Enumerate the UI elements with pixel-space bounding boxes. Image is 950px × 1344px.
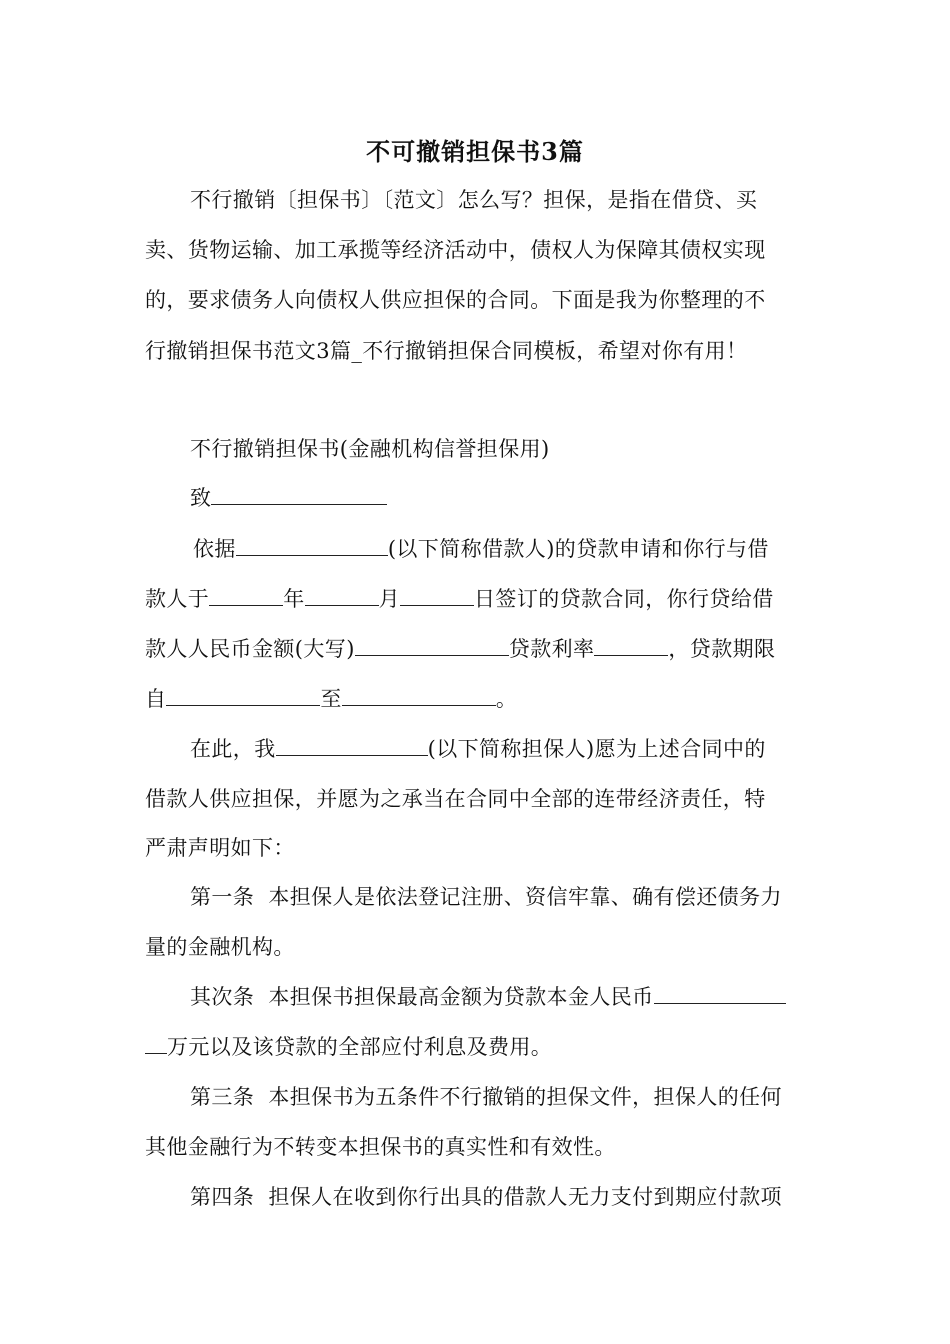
- addressee-blank: [211, 482, 387, 505]
- rate-blank: [594, 633, 668, 656]
- month-blank: [305, 583, 379, 606]
- p1-l4-text-b: 至: [320, 687, 342, 711]
- article-2-line-1: [190, 979, 815, 1015]
- article-4-line-1: 第四条 担保人在收到你行出具的借款人无力支付到期应付款项: [190, 1185, 782, 1209]
- guarantee-subtitle: 不行撤销担保书(金融机构信誉担保用): [190, 437, 550, 461]
- art2-l1-text: 其次条 本担保书担保最高金额为贷款本金人民币: [190, 985, 654, 1009]
- borrower-blank: [236, 533, 388, 556]
- intro-line-2: 卖、货物运输、加工承揽等经济活动中，债权人为保障其债权实现: [145, 238, 766, 262]
- max-amount-blank: [654, 981, 786, 1004]
- p1-l2-text-a: 款人于: [145, 587, 210, 611]
- article-1-line-1: 第一条 本担保人是依法登记注册、资信牢靠、确有偿还债务力: [190, 885, 782, 909]
- intro-line-3: 的，要求债务人向债权人供应担保的合同。下面是我为你整理的不: [145, 288, 766, 312]
- p1-l2-text-c: 月: [378, 587, 401, 611]
- p1-l1-text-b: (以下简称借款人)的贷款申请和你行与借: [387, 537, 769, 561]
- p1-l4-text-a: 自: [145, 687, 167, 711]
- p2-l1-text-b: (以下简称担保人)愿为上述合同中的: [427, 737, 766, 761]
- p1-l2-text-d: 日签订的贷款合同，你行贷给借: [474, 587, 774, 611]
- period-end-blank: [342, 683, 496, 706]
- art2-l2-text: 万元以及该贷款的全部应付利息及费用。: [167, 1035, 553, 1059]
- p1-l4-text-c: 。: [495, 687, 518, 711]
- guarantor-blank: [276, 733, 428, 756]
- intro-line-4: 行撤销担保书范文3篇_不行撤销担保合同模板，希望对你有用！: [145, 339, 748, 363]
- article-1-line-2: 量的金融机构。: [145, 935, 295, 959]
- document-title: 不可撤销担保书3篇: [366, 137, 584, 166]
- p2-line-3: 严肃声明如下：: [145, 836, 295, 860]
- p1-l2-text-b: 年: [283, 587, 305, 611]
- addressee-line: [190, 480, 815, 516]
- p2-line-1: [190, 731, 815, 767]
- p2-l1-text-a: 在此，我: [190, 737, 276, 761]
- amount-blank: [355, 633, 509, 656]
- p1-l3-text-c: ，贷款期限: [668, 637, 776, 661]
- day-blank: [400, 583, 474, 606]
- p2-line-2: 借款人供应担保，并愿为之承当在合同中全部的连带经济责任，特: [145, 787, 766, 811]
- p1-l1-text-a: 依据: [193, 537, 236, 561]
- p1-l3-text-b: 贷款利率: [508, 637, 595, 661]
- p1-line-2: [145, 581, 815, 617]
- p1-l3-text-a: 款人人民币金额(大写): [145, 637, 355, 661]
- p1-line-3: [145, 631, 815, 667]
- intro-line-1: 不行撤销〔担保书〕〔范文〕怎么写？担保，是指在借贷、买: [190, 188, 758, 212]
- p1-line-1: [193, 531, 818, 567]
- period-start-blank: [166, 683, 320, 706]
- to-label: 致: [190, 486, 212, 510]
- article-3-line-1: 第三条 本担保书为五条件不行撤销的担保文件，担保人的任何: [190, 1085, 782, 1109]
- article-3-line-2: 其他金融行为不转变本担保书的真实性和有效性。: [145, 1135, 616, 1159]
- max-amount-blank-cont: [145, 1031, 167, 1054]
- article-2-line-2: [145, 1029, 815, 1065]
- year-blank: [209, 583, 283, 606]
- p1-line-4: [145, 681, 815, 717]
